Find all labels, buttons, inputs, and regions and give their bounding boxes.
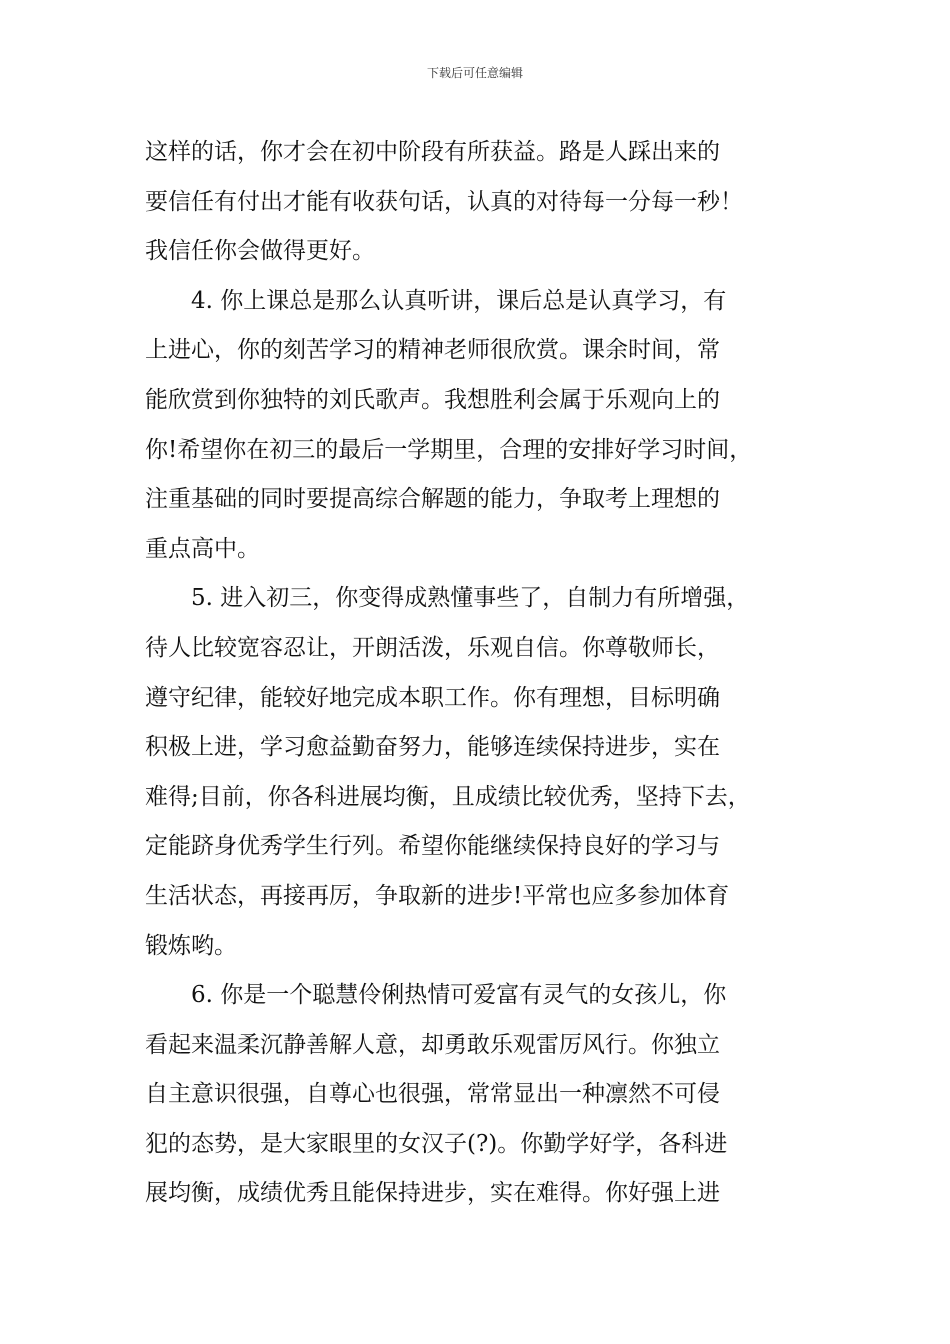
text-line: 这样的话，你才会在初中阶段有所获益。路是人踩出来的 <box>145 139 720 165</box>
text-line: 6. 你是一个聪慧伶俐热情可爱富有灵气的女孩儿，你 <box>191 982 727 1009</box>
text-line: 锻炼哟。 <box>145 932 237 959</box>
document-body <box>145 128 820 1219</box>
text-line: 要信任有付出才能有收获句话，认真的对待每一分每一秒！ <box>145 188 743 215</box>
text-line: 5. 进入初三，你变得成熟懂事些了，自制力有所增强， <box>191 585 750 612</box>
text-line: 注重基础的同时要提高综合解题的能力，争取考上理想的 <box>145 486 720 513</box>
text-line: 难得;目前，你各科进展均衡，且成绩比较优秀，坚持下去， <box>145 783 751 810</box>
text-line: 4. 你上课总是那么认真听讲，课后总是认真学习，有 <box>191 287 727 314</box>
text-line: 犯的态势，是大家眼里的女汉子(?)。你勤学好学，各科进 <box>145 1130 728 1157</box>
paragraph <box>145 277 820 575</box>
text-line: 自主意识很强，自尊心也很强，常常显出一种凛然不可侵 <box>145 1081 720 1108</box>
text-line: 定能跻身优秀学生行列。希望你能继续保持良好的学习与 <box>145 833 720 860</box>
text-line: 重点高中。 <box>145 535 260 562</box>
paragraph <box>145 128 820 277</box>
text-line: 遵守纪律，能较好地完成本职工作。你有理想，目标明确 <box>145 684 720 711</box>
text-line: 生活状态，再接再厉，争取新的进步!平常也应多参加体育 <box>145 882 730 909</box>
paragraph <box>145 574 820 971</box>
text-line: 我信任你会做得更好。 <box>145 238 375 265</box>
text-line: 待人比较宽容忍让，开朗活泼，乐观自信。你尊敬师长， <box>145 634 720 661</box>
text-line: 上进心，你的刻苦学习的精神老师很欣赏。课余时间，常 <box>145 337 720 364</box>
text-line: 积极上进，学习愈益勤奋努力，能够连续保持进步，实在 <box>145 734 720 761</box>
text-line: 你!希望你在初三的最后一学期里，合理的安排好学习时间， <box>145 436 753 463</box>
text-line: 展均衡，成绩优秀且能保持进步，实在难得。你好强上进 <box>145 1180 720 1207</box>
page-header: 下载后可任意编辑 <box>426 66 523 80</box>
text-line: 看起来温柔沉静善解人意，却勇敢乐观雷厉风行。你独立 <box>145 1031 720 1058</box>
text-line: 能欣赏到你独特的刘氏歌声。我想胜利会属于乐观向上的 <box>145 386 720 413</box>
paragraph <box>145 971 820 1219</box>
